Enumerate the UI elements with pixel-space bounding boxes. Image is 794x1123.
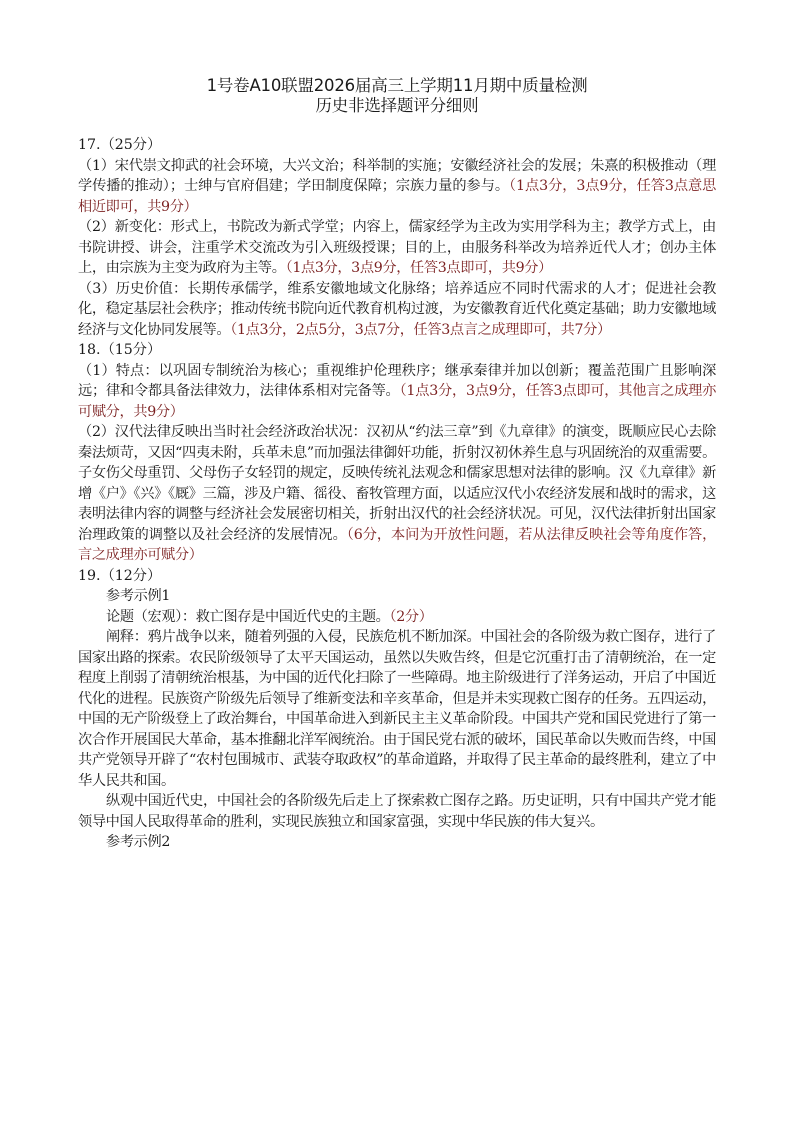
question-18: [78, 340, 716, 566]
part-text: （2）新变化：形式上，书院改为新式学堂；内容上，儒家经学为主改为实用学科为主；教学方式上，由书院讲授、讲会，注重学术交流改为引入班级授课；目的上，由服务科举改为培养近代人才；创办主体上，由宗族为主变为政府为主等。: [78, 219, 716, 276]
scoring-note: （1点3分，3点9分，任答3点即可，共9分）: [285, 260, 552, 276]
thesis-text: 论题（宏观）：救亡图存是中国近代史的主题。: [106, 608, 390, 625]
question-19-heading: 19.（12分）: [78, 567, 162, 584]
scoring-note: （1点3分，3点9分，任答3点即可，其他言之成理亦可赋分，共9分）: [78, 383, 716, 420]
part-text: （1）宋代崇文抑武的社会环境，大兴文治；科举制的实施；安徽经济社会的发展；朱熹的积极推动（理学传播的推动）；士绅与官府倡建；学田制度保障；宗族力量的参与。: [78, 157, 716, 194]
question-19: [78, 566, 716, 853]
question-18-part-2: [78, 422, 716, 566]
example-2-label: 参考示例2: [106, 834, 171, 850]
page-subtitle: 历史非选择题评分细则: [315, 96, 479, 115]
question-17-part-2: [78, 217, 716, 279]
question-18-part-1: [78, 361, 716, 423]
question-17-part-1: [78, 156, 716, 218]
question-18-heading: 18.（15分）: [78, 342, 162, 358]
scoring-note: （2分）: [389, 608, 433, 625]
example-1-label: 参考示例1: [106, 588, 171, 604]
explanation-paragraph: 阐释：鸦片战争以来，随着列强的入侵，民族危机不断加深。中国社会的各阶级为救亡图存，进行了国家出路的探索。农民阶级领导了太平天国运动，虽然以失败告终，但是它沉重打击了清朝统治，在一定程度上削弱了清朝统治根基，为中国的近代化扫除了一些障碍。地主阶级进行了洋务运动，开启了中国近代化的进程。民族资产阶级先后领导了维新变法和辛亥革命，但是并未实现救亡图存的任务。五四运动，中国的无产阶级登上了政治舞台，中国革命进入到新民主主义革命阶段。中国共产党和国民党进行了第一次合作开展国民大革命，基本推翻北洋军阀统治。由于国民党右派的破坏，国民革命以失败而告终，中国共产党领导开辟了“农村包围城市、武装夺取政权”的革命道路，并取得了民主革命的最终胜利，建立了中华人民共和国。: [78, 629, 716, 789]
page-title: 1号卷A10联盟2026届高三上学期11月期中质量检测: [206, 76, 588, 95]
thesis-paragraph: [78, 607, 716, 628]
scoring-note: （1点3分，3点9分，任答3点意思相近即可，共9分）: [78, 178, 716, 215]
part-text: （1）特点：以巩固专制统治为核心；重视维护伦理秩序；继承秦律并加以创新；覆盖范围广且影响深远；律和令都具备法律效力，法律体系相对完备等。: [78, 362, 716, 399]
part-text: （2）汉代法律反映出当时社会经济政治状况：汉初从“约法三章”到《九章律》的演变，既顺应民心去除秦法烦苛，又因“四夷未附，兵革未息”而加强法律御奸功能，折射汉初休养生息与巩固统治的双重需要。子女伤父母重罚、父母伤子女轻罚的规定，反映传统礼法观念和儒家思想对法律的影响。汉《九章律》新增《户》《兴》《厩》三篇，涉及户籍、徭役、畜牧管理方面，以适应汉代小农经济发展和战时的需求，这表明法律内容的调整与经济社会发展密切相关，折射出汉代的社会经济状况。可见，汉代法律折射出国家治理政策的调整以及社会经济的发展情况。: [78, 424, 716, 543]
question-17: [78, 135, 716, 340]
part-text: （3）历史价值：长期传承儒学，维系安徽地域文化脉络；培养适应不同时代需求的人才；促进社会教化，稳定基层社会秩序；推动传统书院向近代教育机构过渡，为安徽教育近代化奠定基础；助力安徽地域经济与文化协同发展等。: [78, 280, 716, 338]
header: [78, 76, 716, 116]
question-17-heading: 17.（25分）: [78, 137, 162, 153]
scoring-note: （6分，本问为开放性问题，若从法律反映社会等角度作答，言之成理亦可赋分）: [78, 526, 716, 563]
conclusion-paragraph: 纵观中国近代史，中国社会的各阶级先后走上了探索救亡图存之路。历史证明，只有中国共产党才能领导中国人民取得革命的胜利，实现民族独立和国家富强，实现中华民族的伟大复兴。: [78, 793, 716, 830]
question-17-part-3: [78, 279, 716, 341]
scoring-note: （1点3分，2点5分，3点7分，任答3点言之成理即可，共7分）: [230, 321, 611, 338]
